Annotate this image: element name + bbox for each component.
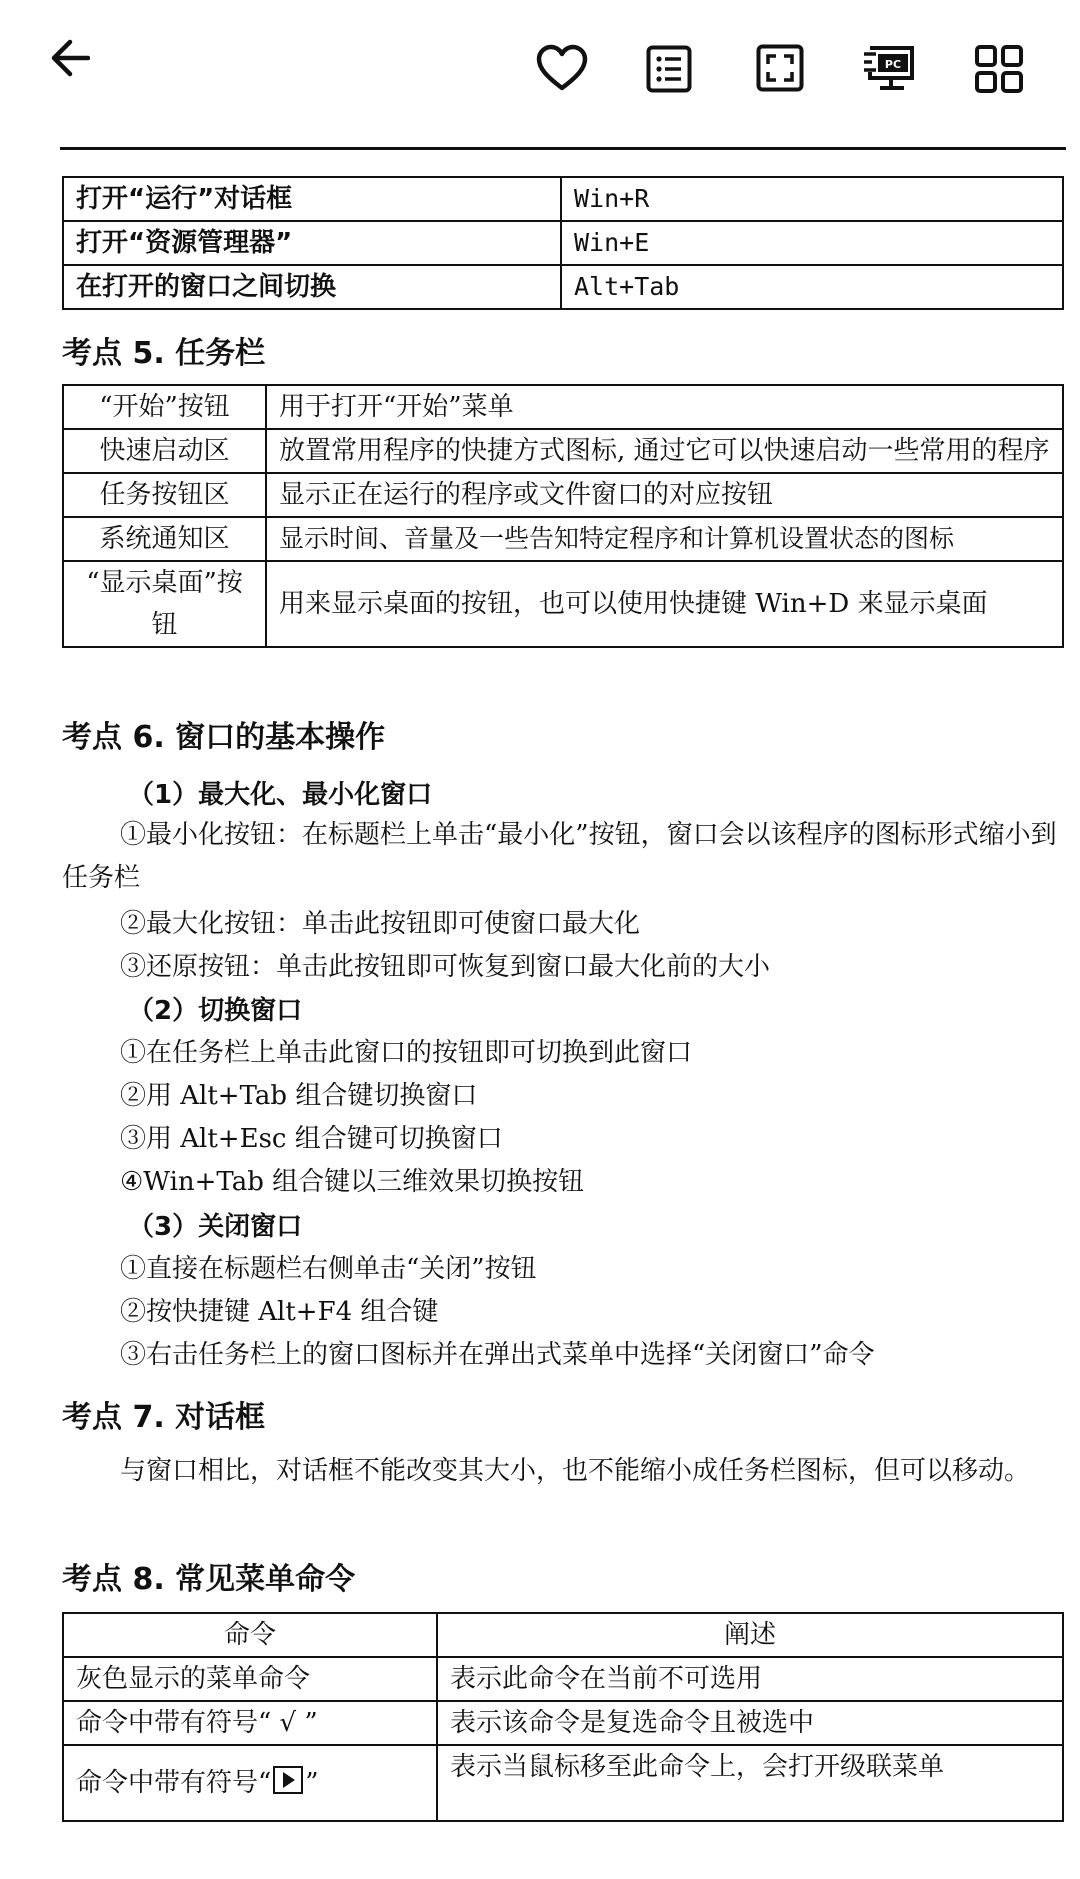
pc-cast-label: PC bbox=[884, 58, 902, 71]
paragraph bbox=[62, 1450, 1072, 1493]
list-item: ①直接在标题栏右侧单击“关闭”按钮 bbox=[120, 1254, 537, 1284]
shortcut-action: 在打开的窗口之间切换 bbox=[63, 265, 561, 309]
table-row bbox=[63, 385, 1063, 429]
list-item: ①在任务栏上单击此窗口的按钮即可切换到此窗口 bbox=[120, 1038, 693, 1068]
subsection-title: （3）关闭窗口 bbox=[128, 1212, 303, 1242]
table-row bbox=[63, 265, 1063, 309]
section-title: 考点 6. 窗口的基本操作 bbox=[62, 720, 386, 755]
shortcut-keys: Win+R bbox=[561, 177, 1063, 221]
command-desc: 表示此命令在当前不可选用 bbox=[437, 1657, 1063, 1701]
taskbar-item-name: 系统通知区 bbox=[63, 517, 266, 561]
list-item: ①最小化按钮：在标题栏上单击“最小化”按钮，窗口会以该程序的图标形式缩小到任务栏 bbox=[62, 820, 1057, 893]
shortcut-action: 打开“资源管理器” bbox=[63, 221, 561, 265]
command-name-suffix: ” bbox=[305, 1768, 319, 1798]
list-item: ④Win+Tab 组合键以三维效果切换按钮 bbox=[120, 1167, 585, 1197]
list-item: ③用 Alt+Esc 组合键可切换窗口 bbox=[120, 1124, 503, 1154]
list-item: ②最大化按钮：单击此按钮即可使窗口最大化 bbox=[120, 909, 641, 939]
command-desc: 表示当鼠标移至此命令上，会打开级联菜单 bbox=[437, 1745, 1063, 1821]
section-title: 考点 5. 任务栏 bbox=[62, 336, 266, 371]
table-row bbox=[63, 1745, 1063, 1821]
table-row bbox=[63, 429, 1063, 473]
submenu-arrow-icon bbox=[273, 1766, 303, 1794]
table-row bbox=[63, 221, 1063, 265]
list-item: ③右击任务栏上的窗口图标并在弹出式菜单中选择“关闭窗口”命令 bbox=[120, 1340, 875, 1370]
taskbar-item-name: “显示桌面”按钮 bbox=[63, 561, 266, 647]
taskbar-item-desc: 放置常用程序的快捷方式图标, 通过它可以快速启动一些常用的程序 bbox=[266, 429, 1063, 473]
subsection-title: （2）切换窗口 bbox=[128, 996, 303, 1026]
taskbar-item-name: 任务按钮区 bbox=[63, 473, 266, 517]
subsection-title: （1）最大化、最小化窗口 bbox=[128, 780, 433, 810]
table-row bbox=[63, 1657, 1063, 1701]
taskbar-item-desc: 用来显示桌面的按钮，也可以使用快捷键 Win+D 来显示桌面 bbox=[266, 561, 1063, 647]
taskbar-item-name: “开始”按钮 bbox=[63, 385, 266, 429]
shortcut-table bbox=[62, 176, 1064, 310]
section-title: 考点 7. 对话框 bbox=[62, 1400, 266, 1435]
taskbar-item-desc: 显示时间、音量及一些告知特定程序和计算机设置状态的图标 bbox=[266, 517, 1063, 561]
taskbar-item-desc: 用于打开“开始”菜单 bbox=[266, 385, 1063, 429]
table-row bbox=[63, 517, 1063, 561]
command-desc: 表示该命令是复选命令且被选中 bbox=[437, 1701, 1063, 1745]
list-item: ②按快捷键 Alt+F4 组合键 bbox=[120, 1297, 439, 1327]
taskbar-table bbox=[62, 384, 1064, 648]
table-row bbox=[63, 473, 1063, 517]
paragraph bbox=[62, 814, 1072, 900]
shortcut-action: 打开“运行”对话框 bbox=[63, 177, 561, 221]
table-row bbox=[63, 561, 1063, 647]
shortcut-keys: Win+E bbox=[561, 221, 1063, 265]
command-name-prefix: 命令中带有符号“ bbox=[76, 1768, 272, 1798]
list-item: ③还原按钮：单击此按钮即可恢复到窗口最大化前的大小 bbox=[120, 952, 771, 982]
command-name: 灰色显示的菜单命令 bbox=[63, 1657, 437, 1701]
taskbar-item-desc: 显示正在运行的程序或文件窗口的对应按钮 bbox=[266, 473, 1063, 517]
shortcut-keys: Alt+Tab bbox=[561, 265, 1063, 309]
table-row bbox=[63, 1701, 1063, 1745]
table-row bbox=[63, 177, 1063, 221]
command-name bbox=[63, 1745, 437, 1821]
taskbar-item-name: 快速启动区 bbox=[63, 429, 266, 473]
table-header-row bbox=[63, 1613, 1063, 1657]
section-title: 考点 8. 常见菜单命令 bbox=[62, 1562, 356, 1597]
paragraph-text: 与窗口相比，对话框不能改变其大小，也不能缩小成任务栏图标，但可以移动。 bbox=[120, 1456, 1031, 1486]
menu-command-table bbox=[62, 1612, 1064, 1822]
list-item: ②用 Alt+Tab 组合键切换窗口 bbox=[120, 1081, 478, 1111]
column-header: 阐述 bbox=[437, 1613, 1063, 1657]
command-name: 命令中带有符号“ √ ” bbox=[63, 1701, 437, 1745]
column-header: 命令 bbox=[63, 1613, 437, 1657]
